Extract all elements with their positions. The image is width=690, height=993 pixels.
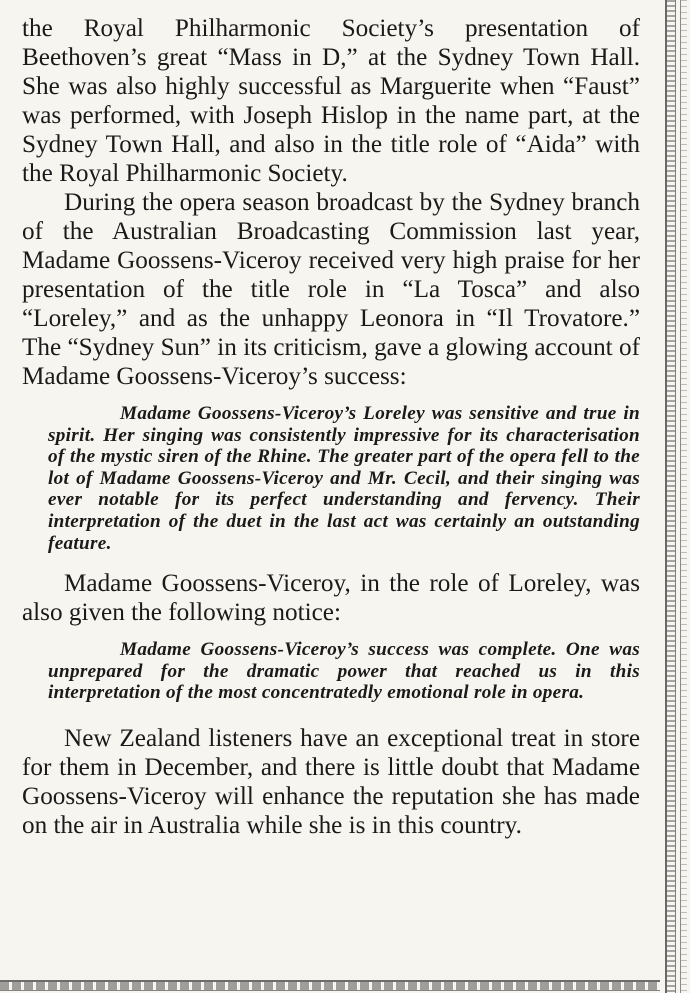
review-quote-2: Madame Goossens-Viceroy’s success was complete. One was unprepared for the dramatic power that reached us in this interpretation of the most concentratedly emotional role in opera. <box>48 639 640 704</box>
article-paragraph-1: the Royal Philharmonic Society’s presentation of Beethoven’s great “Mass in D,” at the Sydney Town Hall. She was also highly successful as Marguerite when “Faust” was performed, with Joseph Hislop in the name part, at the Sydney Town Hall, and also in the title role of “Aida” with the Royal Philharmonic Society. <box>22 15 640 187</box>
article-paragraph-4: New Zealand listeners have an exceptional treat in store for them in December, and there is little doubt that Madame Goossens-Viceroy will enhance the reputation she has made on the air in Australia while she is in this country. <box>22 724 640 839</box>
page-rule-bottom <box>0 980 660 991</box>
article-paragraph-2: During the opera season broadcast by the Sydney branch of the Australian Broadcasting Commission last year, Madame Goossens-Viceroy received very high praise for her presentation of the title role in “La Tosca” and also “Loreley,” and as the unhappy Leonora in “Il Trovatore.” The “Sydney Sun” in its criticism, gave a glowing account of Madame Goossens-Viceroy’s success: <box>22 189 640 390</box>
column-rule-right <box>665 0 676 993</box>
article-column <box>22 14 640 840</box>
article-paragraph-3: Madame Goossens-Viceroy, in the role of Loreley, was also given the following notice: <box>22 570 640 627</box>
page-border-right <box>680 0 687 993</box>
review-quote-1: Madame Goossens-Viceroy’s Loreley was sensitive and true in spirit. Her singing was consistently impressive for its characterisation of the mystic siren of the Rhine. The greater part of the opera fell to the lot of Madame Goossens-Viceroy and Mr. Cecil, and their singing was ever notable for its perfect understanding and fervency. Their interpretation of the duet in the last act was certainly an outstanding feature. <box>48 403 640 554</box>
